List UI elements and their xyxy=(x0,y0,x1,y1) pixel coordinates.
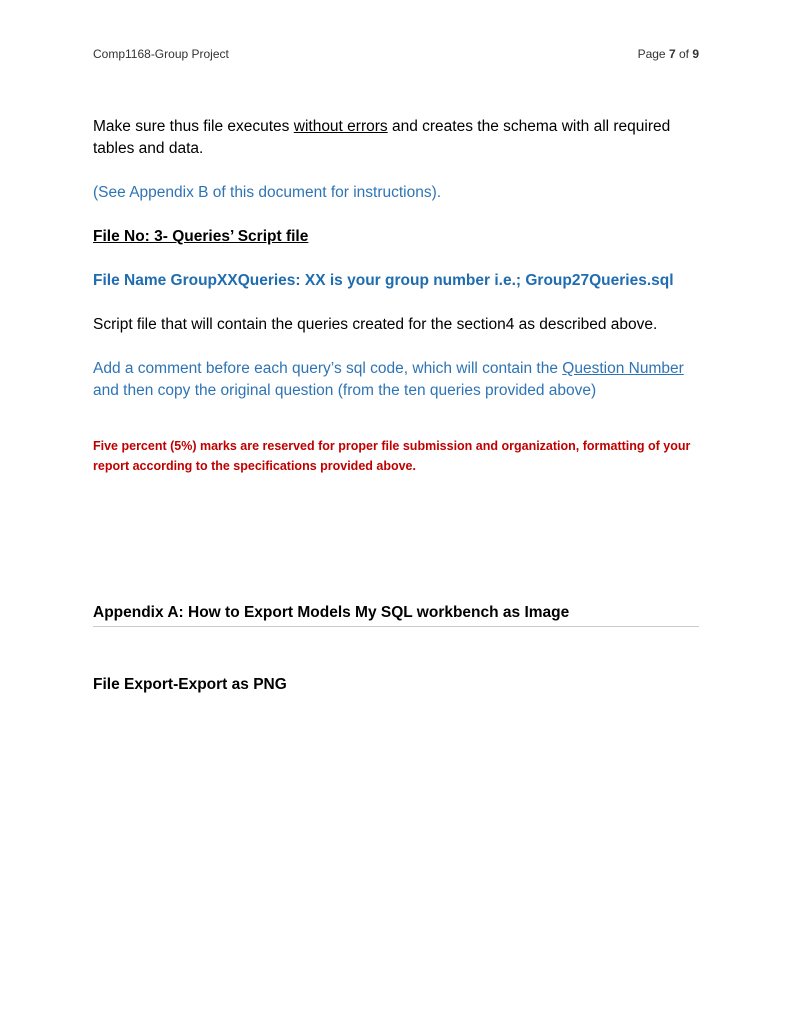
page-header xyxy=(93,47,699,65)
schema-instructions-paragraph xyxy=(93,116,699,160)
marks-notice: Five percent (5%) marks are reserved for proper file submission and organization, formatting of your report according to the specifications provided above. xyxy=(93,439,691,473)
page-total: 9 xyxy=(692,47,699,61)
file-export-instruction: File Export-Export as PNG xyxy=(93,676,287,693)
course-title: Comp1168-Group Project xyxy=(93,47,229,61)
without-errors-text: without errors xyxy=(293,118,388,135)
p6-text-b: and then copy the original question (from the ten queries provided above) xyxy=(93,382,597,399)
p6-text-a: Add a comment before each query’s sql code, which will contain the xyxy=(93,360,563,377)
file-3-heading: File No: 3- Queries’ Script file xyxy=(93,228,309,245)
page-prefix: Page xyxy=(637,47,669,61)
page-number: 7 xyxy=(668,47,676,61)
document-body xyxy=(93,116,699,476)
script-file-description: Script file that will contain the queries created for the section4 as described above. xyxy=(93,316,658,333)
page-indicator xyxy=(638,47,699,61)
p1-text-b: and creates the schema with all required tables and data. xyxy=(93,118,671,157)
p1-text-a: Make sure thus file executes xyxy=(93,118,294,135)
question-number-link[interactable]: Question Number xyxy=(562,360,684,377)
comment-instructions-paragraph xyxy=(93,358,699,402)
file-name-line: File Name GroupXXQueries: XX is your group number i.e.; Group27Queries.sql xyxy=(93,272,674,289)
appendix-b-reference: (See Appendix B of this document for instructions). xyxy=(93,184,442,201)
appendix-a-heading: Appendix A: How to Export Models My SQL workbench as Image xyxy=(93,604,699,627)
page-of: of xyxy=(675,47,693,61)
